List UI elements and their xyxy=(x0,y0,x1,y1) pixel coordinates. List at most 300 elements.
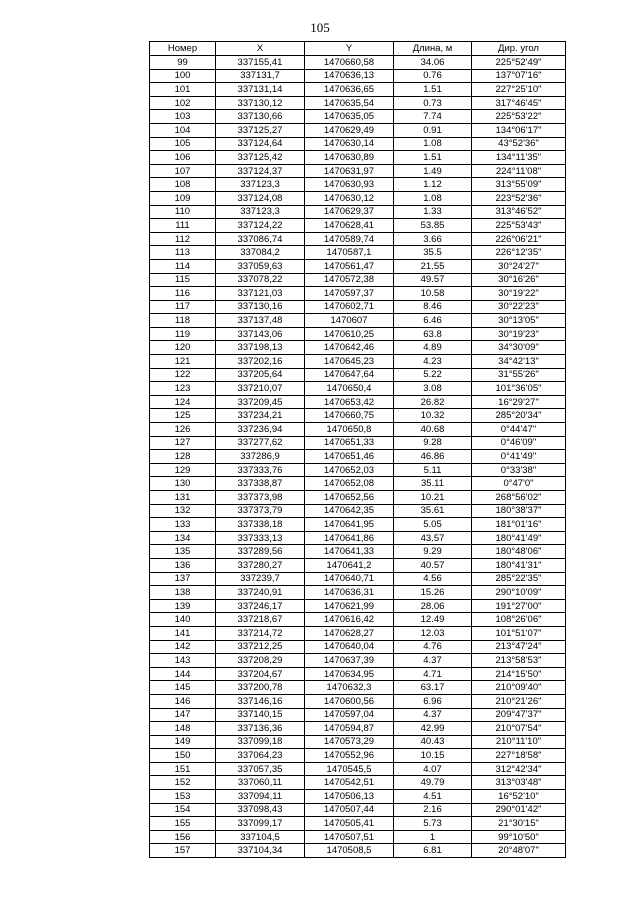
cell-number: 138 xyxy=(150,586,216,600)
cell-direction-angle: 30°19'22" xyxy=(472,287,566,301)
cell-x: 337084,2 xyxy=(216,246,305,260)
cell-number: 131 xyxy=(150,491,216,505)
cell-x: 337130,16 xyxy=(216,300,305,314)
cell-y: 1470636,65 xyxy=(305,83,394,97)
cell-direction-angle: 317°46'45" xyxy=(472,96,566,110)
cell-number: 109 xyxy=(150,191,216,205)
table-row xyxy=(150,232,566,246)
cell-x: 337104,34 xyxy=(216,844,305,858)
cell-length: 1.08 xyxy=(394,191,472,205)
table-row xyxy=(150,749,566,763)
cell-x: 337064,23 xyxy=(216,749,305,763)
cell-direction-angle: 43°52'36" xyxy=(472,137,566,151)
cell-length: 10.58 xyxy=(394,287,472,301)
cell-number: 108 xyxy=(150,178,216,192)
cell-direction-angle: 134°06'17" xyxy=(472,123,566,137)
cell-y: 1470630,93 xyxy=(305,178,394,192)
cell-direction-angle: 30°16'26" xyxy=(472,273,566,287)
cell-x: 337280,27 xyxy=(216,558,305,572)
cell-x: 337137,48 xyxy=(216,314,305,328)
cell-x: 337240,91 xyxy=(216,586,305,600)
cell-length: 43.57 xyxy=(394,531,472,545)
cell-number: 120 xyxy=(150,341,216,355)
cell-number: 146 xyxy=(150,694,216,708)
cell-x: 337239,7 xyxy=(216,572,305,586)
table-row xyxy=(150,654,566,668)
cell-x: 337202,16 xyxy=(216,355,305,369)
cell-number: 112 xyxy=(150,232,216,246)
cell-number: 128 xyxy=(150,450,216,464)
cell-y: 1470636,13 xyxy=(305,69,394,83)
cell-direction-angle: 16°29'27" xyxy=(472,395,566,409)
cell-x: 337155,41 xyxy=(216,56,305,70)
table-row xyxy=(150,735,566,749)
cell-direction-angle: 34°30'09" xyxy=(472,341,566,355)
cell-length: 4.89 xyxy=(394,341,472,355)
cell-direction-angle: 0°44'47" xyxy=(472,423,566,437)
cell-y: 1470652,03 xyxy=(305,463,394,477)
cell-direction-angle: 34°42'13" xyxy=(472,355,566,369)
cell-direction-angle: 21°30'15" xyxy=(472,817,566,831)
cell-y: 1470660,75 xyxy=(305,409,394,423)
cell-direction-angle: 101°36'05" xyxy=(472,382,566,396)
cell-direction-angle: 290°01'42" xyxy=(472,803,566,817)
cell-y: 1470629,37 xyxy=(305,205,394,219)
cell-number: 115 xyxy=(150,273,216,287)
cell-x: 337099,17 xyxy=(216,817,305,831)
cell-length: 0.76 xyxy=(394,69,472,83)
table-row xyxy=(150,423,566,437)
cell-number: 154 xyxy=(150,803,216,817)
cell-number: 150 xyxy=(150,749,216,763)
cell-direction-angle: 285°22'35" xyxy=(472,572,566,586)
table-row xyxy=(150,817,566,831)
table-row xyxy=(150,205,566,219)
cell-y: 1470631,97 xyxy=(305,164,394,178)
cell-length: 15.26 xyxy=(394,586,472,600)
cell-length: 28.06 xyxy=(394,599,472,613)
table-row xyxy=(150,341,566,355)
cell-direction-angle: 30°13'05" xyxy=(472,314,566,328)
cell-y: 1470632,3 xyxy=(305,681,394,695)
cell-length: 6.46 xyxy=(394,314,472,328)
cell-direction-angle: 226°06'21" xyxy=(472,232,566,246)
cell-direction-angle: 313°55'09" xyxy=(472,178,566,192)
table-row xyxy=(150,69,566,83)
table-row xyxy=(150,545,566,559)
table-row xyxy=(150,694,566,708)
cell-length: 1.33 xyxy=(394,205,472,219)
cell-number: 122 xyxy=(150,368,216,382)
table-row xyxy=(150,178,566,192)
cell-y: 1470607 xyxy=(305,314,394,328)
cell-x: 337060,11 xyxy=(216,776,305,790)
cell-length: 4.37 xyxy=(394,654,472,668)
cell-y: 1470545,5 xyxy=(305,762,394,776)
cell-direction-angle: 213°47'24" xyxy=(472,640,566,654)
cell-direction-angle: 225°53'22" xyxy=(472,110,566,124)
cell-y: 1470660,58 xyxy=(305,56,394,70)
header-x: X xyxy=(216,42,305,56)
cell-direction-angle: 31°55'26" xyxy=(472,368,566,382)
table-row xyxy=(150,83,566,97)
cell-x: 337208,29 xyxy=(216,654,305,668)
header-number: Номер xyxy=(150,42,216,56)
cell-direction-angle: 99°10'50" xyxy=(472,830,566,844)
cell-direction-angle: 290°10'09" xyxy=(472,586,566,600)
table-row xyxy=(150,110,566,124)
cell-number: 105 xyxy=(150,137,216,151)
table-row xyxy=(150,830,566,844)
cell-x: 337212,25 xyxy=(216,640,305,654)
cell-y: 1470505,41 xyxy=(305,817,394,831)
table-row xyxy=(150,599,566,613)
table-row xyxy=(150,409,566,423)
cell-number: 101 xyxy=(150,83,216,97)
cell-direction-angle: 137°07'16" xyxy=(472,69,566,83)
cell-x: 337099,18 xyxy=(216,735,305,749)
table-row xyxy=(150,586,566,600)
cell-number: 129 xyxy=(150,463,216,477)
cell-direction-angle: 30°24'27" xyxy=(472,259,566,273)
cell-y: 1470641,33 xyxy=(305,545,394,559)
cell-y: 1470621,99 xyxy=(305,599,394,613)
cell-direction-angle: 0°41'49" xyxy=(472,450,566,464)
table-row xyxy=(150,613,566,627)
cell-direction-angle: 227°25'10" xyxy=(472,83,566,97)
cell-length: 63.8 xyxy=(394,327,472,341)
cell-x: 337214,72 xyxy=(216,626,305,640)
table-row xyxy=(150,477,566,491)
cell-direction-angle: 30°22'23" xyxy=(472,300,566,314)
cell-number: 143 xyxy=(150,654,216,668)
cell-x: 337125,27 xyxy=(216,123,305,137)
cell-x: 337198,13 xyxy=(216,341,305,355)
cell-direction-angle: 180°48'06" xyxy=(472,545,566,559)
table-row xyxy=(150,436,566,450)
table-row xyxy=(150,667,566,681)
cell-y: 1470572,38 xyxy=(305,273,394,287)
cell-length: 49.79 xyxy=(394,776,472,790)
table-row xyxy=(150,314,566,328)
cell-y: 1470645,23 xyxy=(305,355,394,369)
cell-x: 337124,08 xyxy=(216,191,305,205)
cell-number: 113 xyxy=(150,246,216,260)
cell-number: 126 xyxy=(150,423,216,437)
cell-length: 12.49 xyxy=(394,613,472,627)
cell-y: 1470597,37 xyxy=(305,287,394,301)
cell-direction-angle: 180°38'37" xyxy=(472,504,566,518)
cell-length: 4.71 xyxy=(394,667,472,681)
table-row xyxy=(150,246,566,260)
cell-x: 337246,17 xyxy=(216,599,305,613)
cell-number: 117 xyxy=(150,300,216,314)
cell-direction-angle: 0°46'09" xyxy=(472,436,566,450)
cell-x: 337277,62 xyxy=(216,436,305,450)
cell-length: 42.99 xyxy=(394,722,472,736)
cell-x: 337123,3 xyxy=(216,205,305,219)
cell-direction-angle: 181°01'16" xyxy=(472,518,566,532)
cell-length: 40.57 xyxy=(394,558,472,572)
cell-direction-angle: 180°41'49" xyxy=(472,531,566,545)
cell-length: 10.32 xyxy=(394,409,472,423)
cell-direction-angle: 0°47'0" xyxy=(472,477,566,491)
cell-x: 337204,67 xyxy=(216,667,305,681)
cell-x: 337146,16 xyxy=(216,694,305,708)
cell-number: 145 xyxy=(150,681,216,695)
cell-y: 1470507,44 xyxy=(305,803,394,817)
cell-y: 1470640,71 xyxy=(305,572,394,586)
cell-x: 337338,18 xyxy=(216,518,305,532)
cell-length: 35.61 xyxy=(394,504,472,518)
cell-length: 4.07 xyxy=(394,762,472,776)
table-row xyxy=(150,518,566,532)
cell-x: 337078,22 xyxy=(216,273,305,287)
table-row xyxy=(150,531,566,545)
cell-direction-angle: 16°52'10" xyxy=(472,790,566,804)
cell-x: 337124,64 xyxy=(216,137,305,151)
cell-direction-angle: 225°52'49" xyxy=(472,56,566,70)
cell-direction-angle: 0°33'38" xyxy=(472,463,566,477)
table-row xyxy=(150,191,566,205)
cell-y: 1470650,4 xyxy=(305,382,394,396)
cell-number: 111 xyxy=(150,219,216,233)
cell-direction-angle: 134°11'35" xyxy=(472,151,566,165)
cell-y: 1470635,54 xyxy=(305,96,394,110)
cell-y: 1470651,33 xyxy=(305,436,394,450)
cell-direction-angle: 223°52'36" xyxy=(472,191,566,205)
cell-direction-angle: 101°51'07" xyxy=(472,626,566,640)
cell-number: 151 xyxy=(150,762,216,776)
cell-length: 3.08 xyxy=(394,382,472,396)
table-header-row xyxy=(150,42,566,56)
cell-length: 12.03 xyxy=(394,626,472,640)
cell-y: 1470640,04 xyxy=(305,640,394,654)
page-number: 105 xyxy=(310,20,330,35)
table-row xyxy=(150,504,566,518)
cell-direction-angle: 227°18'58" xyxy=(472,749,566,763)
cell-length: 26.82 xyxy=(394,395,472,409)
table-row xyxy=(150,640,566,654)
cell-y: 1470650,8 xyxy=(305,423,394,437)
cell-y: 1470635,05 xyxy=(305,110,394,124)
table-row xyxy=(150,558,566,572)
cell-y: 1470610,25 xyxy=(305,327,394,341)
table-row xyxy=(150,844,566,858)
cell-number: 144 xyxy=(150,667,216,681)
table-row xyxy=(150,137,566,151)
cell-y: 1470573,29 xyxy=(305,735,394,749)
cell-length: 35.11 xyxy=(394,477,472,491)
cell-x: 337098,43 xyxy=(216,803,305,817)
cell-direction-angle: 312°42'34" xyxy=(472,762,566,776)
cell-length: 10.15 xyxy=(394,749,472,763)
cell-x: 337234,21 xyxy=(216,409,305,423)
cell-number: 149 xyxy=(150,735,216,749)
cell-length: 49.57 xyxy=(394,273,472,287)
cell-x: 337236,94 xyxy=(216,423,305,437)
cell-length: 2.16 xyxy=(394,803,472,817)
cell-number: 157 xyxy=(150,844,216,858)
table-row xyxy=(150,355,566,369)
cell-x: 337057,35 xyxy=(216,762,305,776)
cell-y: 1470506,13 xyxy=(305,790,394,804)
cell-length: 34.06 xyxy=(394,56,472,70)
cell-y: 1470507,51 xyxy=(305,830,394,844)
cell-length: 5.11 xyxy=(394,463,472,477)
cell-direction-angle: 180°41'31" xyxy=(472,558,566,572)
cell-y: 1470616,42 xyxy=(305,613,394,627)
cell-y: 1470508,5 xyxy=(305,844,394,858)
cell-direction-angle: 214°15'50" xyxy=(472,667,566,681)
cell-direction-angle: 210°07'54" xyxy=(472,722,566,736)
cell-y: 1470653,42 xyxy=(305,395,394,409)
table-row xyxy=(150,219,566,233)
cell-y: 1470552,96 xyxy=(305,749,394,763)
cell-y: 1470637,39 xyxy=(305,654,394,668)
cell-y: 1470628,27 xyxy=(305,626,394,640)
cell-length: 46.86 xyxy=(394,450,472,464)
cell-number: 103 xyxy=(150,110,216,124)
table-row xyxy=(150,762,566,776)
cell-number: 124 xyxy=(150,395,216,409)
cell-number: 140 xyxy=(150,613,216,627)
cell-number: 133 xyxy=(150,518,216,532)
cell-number: 132 xyxy=(150,504,216,518)
table-row xyxy=(150,803,566,817)
table-row xyxy=(150,790,566,804)
table-row xyxy=(150,572,566,586)
cell-x: 337209,45 xyxy=(216,395,305,409)
cell-length: 10.21 xyxy=(394,491,472,505)
cell-number: 102 xyxy=(150,96,216,110)
cell-number: 125 xyxy=(150,409,216,423)
cell-y: 1470647,64 xyxy=(305,368,394,382)
cell-number: 118 xyxy=(150,314,216,328)
cell-y: 1470642,46 xyxy=(305,341,394,355)
table-row xyxy=(150,300,566,314)
cell-y: 1470587,1 xyxy=(305,246,394,260)
cell-x: 337333,76 xyxy=(216,463,305,477)
cell-y: 1470629,49 xyxy=(305,123,394,137)
cell-length: 4.37 xyxy=(394,708,472,722)
cell-number: 136 xyxy=(150,558,216,572)
cell-x: 337333,13 xyxy=(216,531,305,545)
cell-y: 1470630,89 xyxy=(305,151,394,165)
cell-length: 1.51 xyxy=(394,83,472,97)
cell-x: 337286,9 xyxy=(216,450,305,464)
cell-x: 337205,64 xyxy=(216,368,305,382)
cell-number: 100 xyxy=(150,69,216,83)
cell-length: 4.23 xyxy=(394,355,472,369)
cell-number: 156 xyxy=(150,830,216,844)
cell-y: 1470642,35 xyxy=(305,504,394,518)
cell-y: 1470542,51 xyxy=(305,776,394,790)
cell-x: 337123,3 xyxy=(216,178,305,192)
cell-y: 1470600,56 xyxy=(305,694,394,708)
table-row xyxy=(150,56,566,70)
table-row xyxy=(150,450,566,464)
cell-y: 1470630,14 xyxy=(305,137,394,151)
cell-y: 1470641,2 xyxy=(305,558,394,572)
cell-number: 110 xyxy=(150,205,216,219)
cell-x: 337218,67 xyxy=(216,613,305,627)
cell-x: 337210,07 xyxy=(216,382,305,396)
cell-number: 152 xyxy=(150,776,216,790)
cell-x: 337289,56 xyxy=(216,545,305,559)
cell-direction-angle: 191°27'00" xyxy=(472,599,566,613)
cell-number: 127 xyxy=(150,436,216,450)
cell-length: 1.51 xyxy=(394,151,472,165)
cell-number: 137 xyxy=(150,572,216,586)
table-row xyxy=(150,776,566,790)
cell-direction-angle: 225°53'43" xyxy=(472,219,566,233)
cell-number: 130 xyxy=(150,477,216,491)
cell-direction-angle: 313°03'48" xyxy=(472,776,566,790)
table-row xyxy=(150,708,566,722)
cell-length: 63.17 xyxy=(394,681,472,695)
cell-y: 1470602,71 xyxy=(305,300,394,314)
table-row xyxy=(150,382,566,396)
cell-length: 7.74 xyxy=(394,110,472,124)
cell-number: 121 xyxy=(150,355,216,369)
table-row xyxy=(150,395,566,409)
cell-length: 6.81 xyxy=(394,844,472,858)
cell-y: 1470628,41 xyxy=(305,219,394,233)
cell-x: 337124,22 xyxy=(216,219,305,233)
cell-x: 337131,7 xyxy=(216,69,305,83)
cell-x: 337124,37 xyxy=(216,164,305,178)
table-row xyxy=(150,626,566,640)
cell-length: 4.51 xyxy=(394,790,472,804)
cell-length: 8.46 xyxy=(394,300,472,314)
table-row xyxy=(150,681,566,695)
cell-x: 337143,06 xyxy=(216,327,305,341)
cell-number: 119 xyxy=(150,327,216,341)
cell-number: 142 xyxy=(150,640,216,654)
cell-direction-angle: 224°11'08" xyxy=(472,164,566,178)
cell-x: 337125,42 xyxy=(216,151,305,165)
cell-number: 106 xyxy=(150,151,216,165)
cell-direction-angle: 30°19'23" xyxy=(472,327,566,341)
cell-length: 4.56 xyxy=(394,572,472,586)
cell-number: 148 xyxy=(150,722,216,736)
cell-x: 337094,11 xyxy=(216,790,305,804)
cell-length: 5.05 xyxy=(394,518,472,532)
cell-length: 1.12 xyxy=(394,178,472,192)
cell-number: 155 xyxy=(150,817,216,831)
table-row xyxy=(150,368,566,382)
cell-number: 147 xyxy=(150,708,216,722)
cell-length: 4.76 xyxy=(394,640,472,654)
cell-direction-angle: 209°47'37" xyxy=(472,708,566,722)
cell-direction-angle: 108°26'06" xyxy=(472,613,566,627)
cell-length: 40.68 xyxy=(394,423,472,437)
cell-length: 9.28 xyxy=(394,436,472,450)
table-row xyxy=(150,722,566,736)
table-row xyxy=(150,164,566,178)
cell-y: 1470589,74 xyxy=(305,232,394,246)
cell-length: 0.73 xyxy=(394,96,472,110)
table-row xyxy=(150,273,566,287)
cell-length: 6.96 xyxy=(394,694,472,708)
cell-x: 337121,03 xyxy=(216,287,305,301)
coordinates-table xyxy=(149,41,566,858)
header-length: Длина, м xyxy=(394,42,472,56)
cell-number: 116 xyxy=(150,287,216,301)
cell-x: 337373,98 xyxy=(216,491,305,505)
cell-length: 5.73 xyxy=(394,817,472,831)
